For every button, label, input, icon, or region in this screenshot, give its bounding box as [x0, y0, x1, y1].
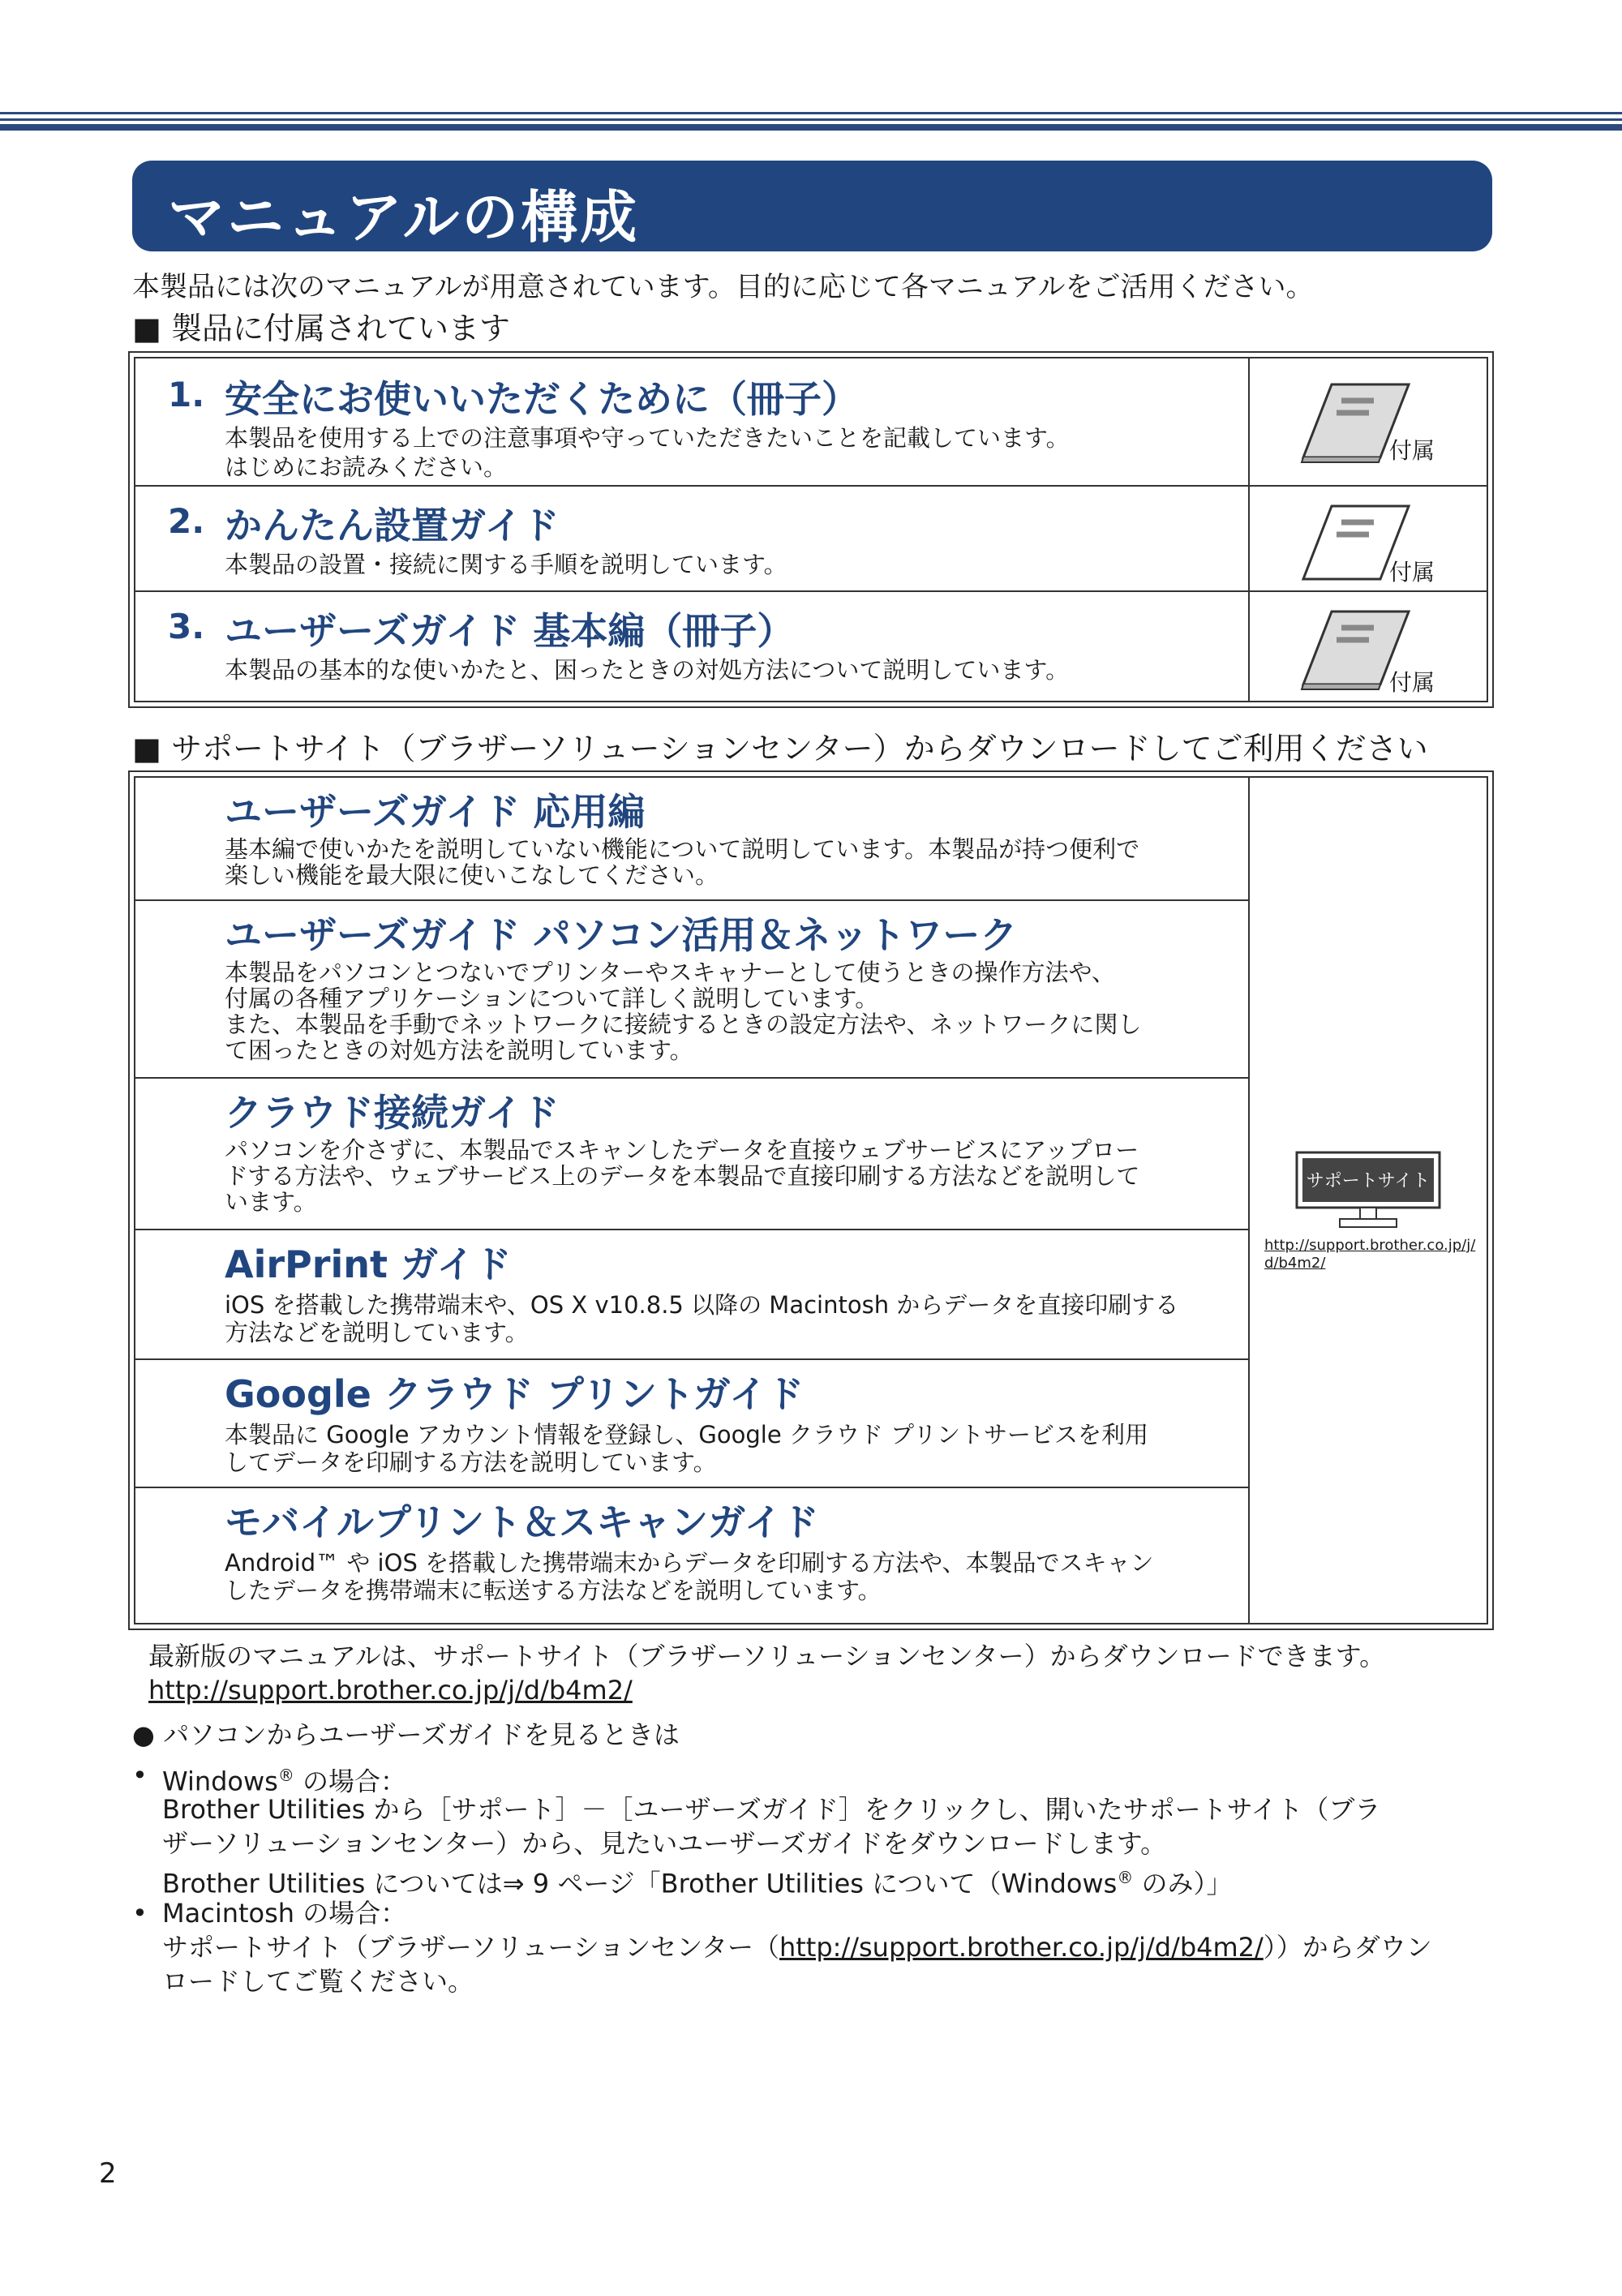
mac-label: Macintosh の場合：	[162, 1898, 407, 1929]
manual-row	[135, 358, 1487, 487]
manual-title: ユーザーズガイド パソコン活用＆ネットワーク	[225, 913, 1018, 957]
support-url[interactable]: http://support.brother.co.jp/j/	[1264, 1237, 1476, 1254]
download-manuals-box	[128, 770, 1494, 1630]
manual-description: 基本編で使いかたを説明していない機能について説明しています。本製品が持つ便利で	[225, 835, 1140, 863]
header-rule	[0, 124, 1622, 131]
included-label: 付属	[1389, 559, 1435, 586]
windows-reference: Brother Utilities については⇒ 9 ページ「Brother Utilities について（Windows® のみ）」	[162, 1868, 1233, 1899]
manual-row	[135, 1360, 1248, 1488]
mac-support-url[interactable]: http://support.brother.co.jp/j/d/b4m2/	[779, 1932, 1264, 1963]
manual-title: かんたん設置ガイド	[225, 504, 560, 547]
manual-row	[135, 778, 1248, 901]
included-label: 付属	[1389, 669, 1435, 696]
manual-row	[135, 1230, 1248, 1360]
manual-description: 方法などを説明しています。	[225, 1319, 529, 1346]
manual-description: はじめにお読みください。	[225, 453, 508, 481]
windows-instruction: ザーソリューションセンター）から、見たいユーザーズガイドをダウンロードします。	[162, 1828, 1167, 1859]
manual-description: 楽しい機能を最大限に使いこなしてください。	[225, 861, 719, 889]
manual-title: モバイルプリント＆スキャンガイド	[225, 1500, 819, 1544]
manual-title: 安全にお使いいただくために（冊子）	[225, 377, 859, 421]
mac-instruction: ロードしてご覧ください。	[162, 1966, 474, 1997]
manual-title: Google クラウド プリントガイド	[225, 1372, 805, 1416]
manual-row	[135, 1079, 1248, 1230]
header-rule	[0, 118, 1622, 121]
windows-instruction: Brother Utilities から［サポート］－［ユーザーズガイド］をクリックし、開いたサポートサイト（ブラ	[162, 1794, 1381, 1825]
bullet-dot: •	[132, 1898, 148, 1929]
page-title: マニュアルの構成	[168, 184, 640, 251]
manual-description: 本製品の基本的な使いかたと、困ったときの対処方法について説明しています。	[225, 656, 1070, 684]
download-manuals-table	[134, 776, 1488, 1624]
section-heading-included: ■ 製品に付属されています	[132, 311, 510, 346]
manual-description: ドする方法や、ウェブサービス上のデータを本製品で直接印刷する方法などを説明して	[225, 1162, 1140, 1190]
manual-description: 付属の各種アプリケーションについて詳しく説明しています。	[225, 985, 879, 1012]
manual-description: してデータを印刷する方法を説明しています。	[225, 1448, 717, 1476]
included-manuals-box	[128, 351, 1494, 708]
manual-description: 本製品の設置・接続に関する手順を説明しています。	[225, 551, 787, 578]
section-heading-download: ■ サポートサイト（ブラザーソリューションセンター）からダウンロードしてご利用ください	[132, 731, 1428, 766]
manual-title: ユーザーズガイド 基本編（冊子）	[225, 609, 795, 653]
bullet-dot: •	[132, 1760, 148, 1791]
manual-description: 本製品をパソコンとつないでプリンターやスキャナーとして使うときの操作方法や、	[225, 959, 1115, 986]
latest-version-url[interactable]: http://support.brother.co.jp/j/d/b4m2/	[148, 1675, 633, 1706]
manual-description: したデータを携帯端末に転送する方法などを説明しています。	[225, 1577, 882, 1604]
support-site-label: サポートサイト	[1306, 1171, 1431, 1191]
intro-text: 本製品には次のマニュアルが用意されています。目的に応じて各マニュアルをご活用ください。	[132, 271, 1314, 303]
manual-title: クラウド接続ガイド	[225, 1091, 560, 1135]
included-manuals-table	[134, 357, 1488, 702]
included-label: 付属	[1389, 437, 1435, 464]
latest-version-note: 最新版のマニュアルは、サポートサイト（ブラザーソリューションセンター）からダウンロードできます。	[148, 1641, 1386, 1672]
manual-number: 3.	[168, 607, 205, 646]
manual-description: 本製品に Google アカウント情報を登録し、Google クラウド プリントサービスを利用	[225, 1421, 1148, 1448]
manual-description: 本製品を使用する上での注意事項や守っていただきたいことを記載しています。	[225, 424, 1070, 452]
title-banner	[132, 161, 1492, 251]
manual-row	[135, 592, 1487, 701]
windows-label: Windows® の場合：	[162, 1766, 407, 1797]
manual-title: ユーザーズガイド 応用編	[225, 790, 646, 834]
manual-description: います。	[225, 1188, 317, 1216]
manual-row	[135, 1488, 1248, 1623]
manual-description: Android™ や iOS を搭載した携帯端末からデータを印刷する方法や、本製品でスキャン	[225, 1549, 1154, 1577]
manual-description: パソコンを介さずに、本製品でスキャンしたデータを直接ウェブサービスにアップロー	[225, 1136, 1139, 1164]
manual-description: て困ったときの対処方法を説明しています。	[225, 1036, 693, 1064]
mac-instruction: サポートサイト（ブラザーソリューションセンター（http://support.brother.co.jp/j/d/b4m2/））からダウン	[162, 1932, 1432, 1963]
manual-row	[135, 487, 1487, 592]
manual-number: 2.	[168, 501, 205, 541]
manual-number: 1.	[168, 375, 205, 414]
manual-description: また、本製品を手動でネットワークに接続するときの設定方法や、ネットワークに関し	[225, 1011, 1142, 1038]
manual-description: iOS を搭載した携帯端末や、OS X v10.8.5 以降の Macintosh からデータを直接印刷する	[225, 1291, 1179, 1319]
pc-guide-heading: ● パソコンからユーザーズガイドを見るときは	[132, 1719, 680, 1750]
header-rule	[0, 112, 1622, 114]
page-number: 2	[99, 2157, 117, 2190]
support-url[interactable]: d/b4m2/	[1264, 1255, 1326, 1272]
manual-row	[135, 901, 1248, 1079]
column-divider	[1248, 778, 1250, 1623]
manual-title: AirPrint ガイド	[225, 1242, 512, 1286]
